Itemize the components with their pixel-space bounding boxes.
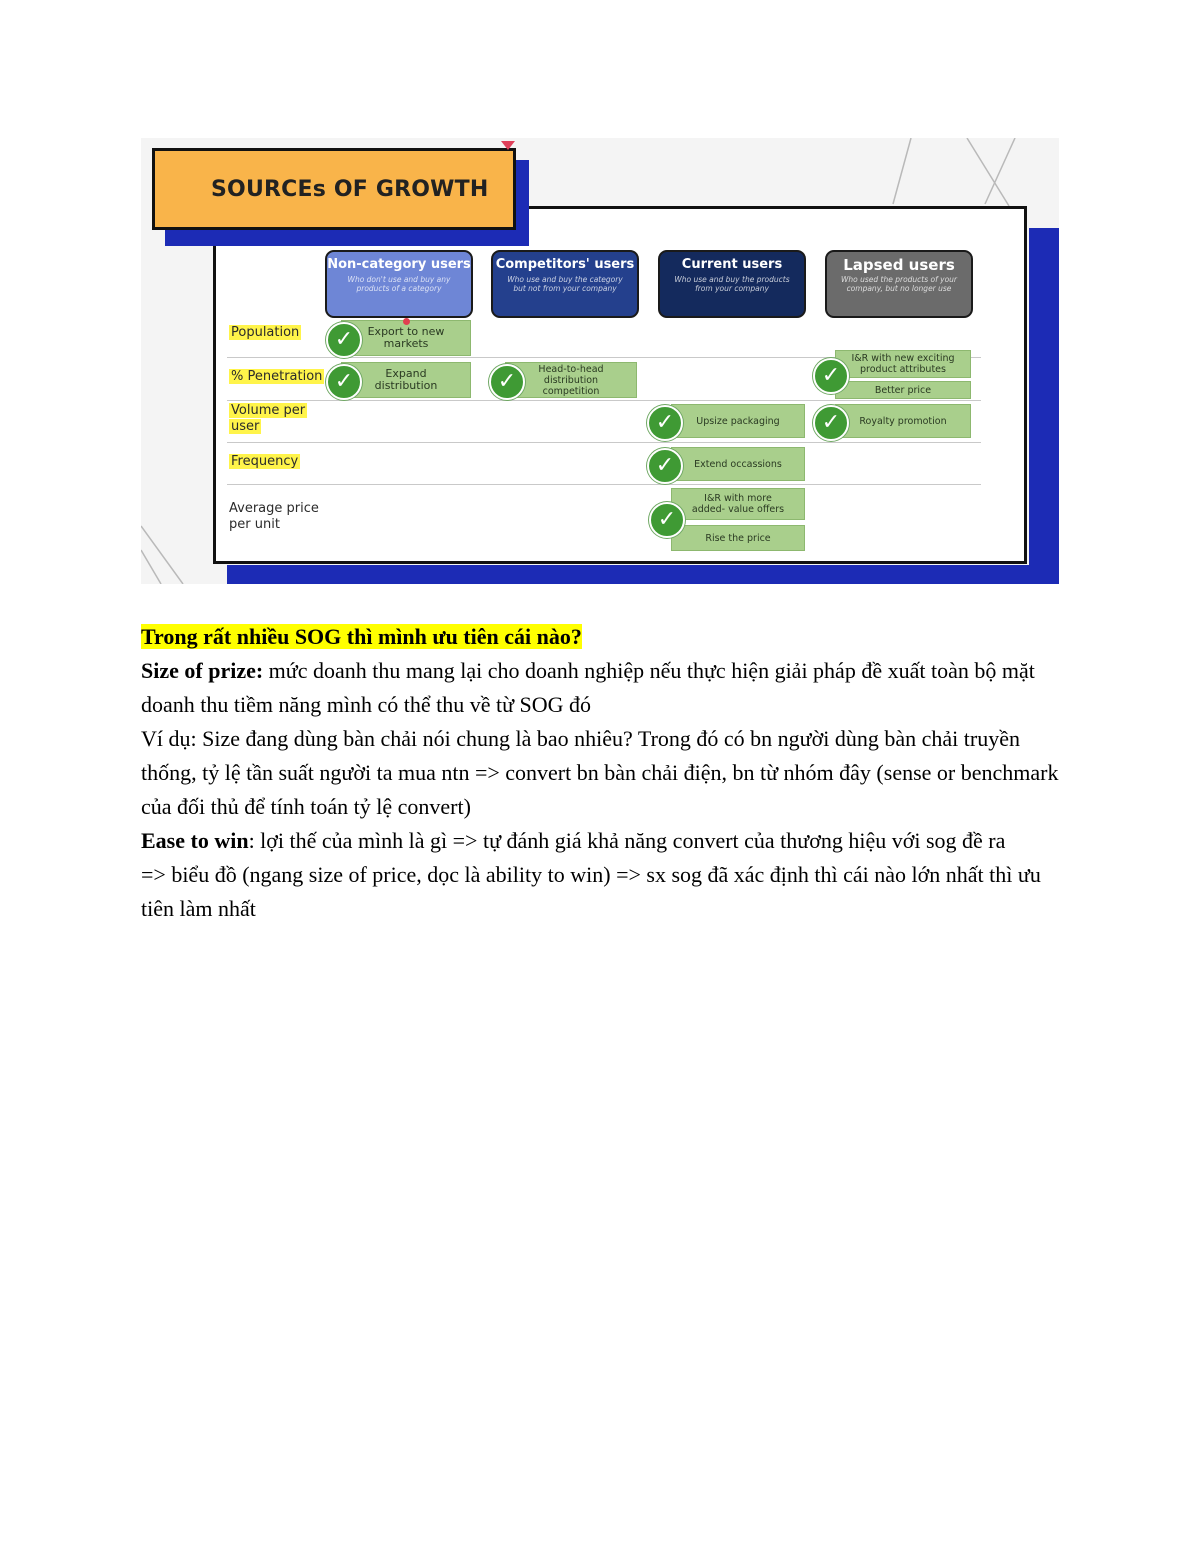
action-inr-exciting: I&R with new exciting product attributes — [835, 350, 971, 378]
column-title: Lapsed users — [843, 256, 955, 274]
question-heading: Trong rất nhiều SOG thì mình ưu tiên cái nào? — [141, 624, 582, 649]
check-icon: ✓ — [813, 405, 849, 441]
column-subtitle: Who use and buy the products from your company — [674, 275, 790, 293]
check-icon: ✓ — [813, 358, 849, 394]
size-of-prize-label: Size of prize: — [141, 658, 264, 683]
action-export-new-markets: Export to new markets — [341, 320, 471, 356]
action-head-to-head: Head-to-head distribution competition — [505, 362, 637, 398]
size-of-prize-paragraph: Size of prize: mức doanh thu mang lại cho doanh nghiệp nếu thực hiện giải pháp đề xuất toàn bộ mặt doanh thu tiềm năng mình có thể thu về từ SOG đó — [141, 658, 1035, 717]
row-label-penetration: % Penetration — [231, 369, 323, 384]
check-icon: ✓ — [647, 448, 683, 484]
action-extend-occasions: Extend occassions — [671, 447, 805, 481]
action-royalty-promotion: Royalty promotion — [835, 404, 971, 438]
column-title: Non-category users — [327, 257, 471, 272]
column-subtitle: Who don't use and buy any products of a category — [347, 275, 451, 293]
conclusion-paragraph: => biểu đồ (ngang size of price, dọc là ability to win) => sx sog đã xác định thì cái nào lớn nhất thì ưu tiên làm nhất — [141, 862, 1041, 921]
action-upsize-packaging: Upsize packaging — [671, 404, 805, 438]
corner-marker-icon — [501, 141, 515, 150]
row-label-population: Population — [231, 325, 300, 340]
slide-title: SOURCEs OF GROWTH — [152, 148, 516, 230]
column-title: Competitors' users — [495, 257, 635, 272]
pointer-dot-icon — [403, 318, 410, 325]
column-subtitle: Who used the products of your company, but no longer use — [840, 275, 958, 293]
action-inr-added-value: I&R with more added- value offers — [671, 488, 805, 520]
accent-bar-bottom — [227, 565, 1029, 584]
column-subtitle: Who use and buy the category but not from your company — [507, 275, 623, 293]
column-lapsed-users — [825, 250, 973, 318]
action-better-price: Better price — [835, 381, 971, 399]
action-rise-price: Rise the price — [671, 525, 805, 551]
row-divider — [227, 484, 981, 485]
row-label-volume: Volume per user — [231, 403, 306, 434]
check-icon: ✓ — [647, 405, 683, 441]
row-label-frequency: Frequency — [231, 454, 299, 469]
action-expand-distribution: Expand distribution — [341, 362, 471, 398]
check-icon: ✓ — [326, 364, 362, 400]
notes-body — [141, 620, 1071, 926]
sources-of-growth-slide — [141, 138, 1059, 584]
ease-to-win-paragraph: Ease to win: lợi thế của mình là gì => tự đánh giá khả năng convert của thương hiệu với sog đề ra — [141, 828, 1006, 853]
column-title: Current users — [681, 257, 783, 272]
row-divider — [227, 442, 981, 443]
column-current-users — [658, 250, 806, 318]
ease-to-win-label: Ease to win — [141, 828, 249, 853]
row-label-average-price: Average price per unit — [229, 501, 319, 532]
row-divider — [227, 400, 981, 401]
column-competitors-users — [491, 250, 639, 318]
accent-bar-right — [1029, 228, 1059, 584]
example-paragraph: Ví dụ: Size đang dùng bàn chải nói chung là bao nhiêu? Trong đó có bn người dùng bàn chải truyền thống, tỷ lệ tần suất người ta mua ntn => convert bn bàn chải điện, bn từ nhóm đây (sense or benchmark của đối thủ để tính toán tỷ lệ convert) — [141, 726, 1059, 819]
check-icon: ✓ — [649, 502, 685, 538]
column-non-category-users — [325, 250, 473, 318]
check-icon: ✓ — [489, 364, 525, 400]
check-icon: ✓ — [326, 322, 362, 358]
